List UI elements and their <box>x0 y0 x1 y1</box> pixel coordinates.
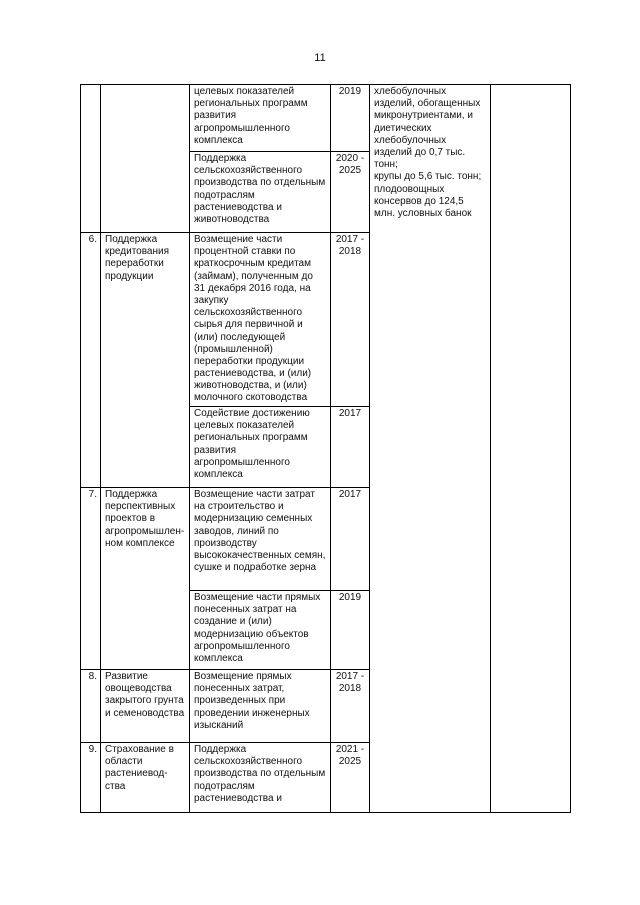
year-cell: 2020 - 2025 <box>331 152 370 233</box>
year-cell: 2019 <box>331 591 370 670</box>
direction-cell: Поддержка кредитования переработки продукции <box>101 233 190 488</box>
last-column-cell <box>491 85 571 813</box>
measure-cell: Поддержка сельскохозяйственного производства по отдельным подотраслям растениеводства и <box>190 743 331 813</box>
year-cell: 2021 - 2025 <box>331 743 370 813</box>
row-number: 9. <box>81 743 101 813</box>
measure-cell: Поддержка сельскохозяйственного производства по отдельным подотраслям растениеводства и животноводства <box>190 152 331 233</box>
row-number <box>81 85 101 233</box>
table-row <box>81 85 571 152</box>
year-cell: 2017 - 2018 <box>331 233 370 407</box>
measure-cell: целевых показателей региональных программ развития агропромышленного комплекса <box>190 85 331 152</box>
year-cell: 2019 <box>331 85 370 152</box>
measure-cell: Содействие достижению целевых показателей региональных программ развития агропромышленного комплекса <box>190 407 331 488</box>
year-cell: 2017 - 2018 <box>331 670 370 743</box>
measure-cell: Возмещение части затрат на строительство и модернизацию семенных заводов, линий по производству высококачественных семян, сушке и подработке зерна <box>190 488 331 591</box>
measure-cell: Возмещение части прямых понесенных затрат на создание и (или) модернизацию объектов агропромышленного комплекса <box>190 591 331 670</box>
row-number: 8. <box>81 670 101 743</box>
row-number: 6. <box>81 233 101 488</box>
measures-table <box>80 84 571 813</box>
measure-cell: Возмещение части процентной ставки по краткосрочным кредитам (займам), полученным до 31 декабря 2016 года, на закупку сельскохозяйственного сырья для первичной и (или) последующей (промышленной) переработки продукции растениеводства, и (или) животноводства, и (или) молочного скотоводства <box>190 233 331 407</box>
year-cell: 2017 <box>331 407 370 488</box>
measure-cell: Возмещение прямых понесенных затрат, произведенных при проведении инженерных изысканий <box>190 670 331 743</box>
direction-cell: Поддержка перспективных проектов в агропромышлен-ном комплексе <box>101 488 190 670</box>
page-number: 11 <box>314 52 326 64</box>
result-cell: хлебобулочных изделий, обогащенных микронутриентами, и диетических хлебобулочных изделий до 0,7 тыс. тонн; крупы до 5,6 тыс. тонн; плодоовощных консервов до 124,5 млн. условных банок <box>370 85 491 813</box>
year-cell: 2017 <box>331 488 370 591</box>
direction-cell <box>101 85 190 233</box>
row-number: 7. <box>81 488 101 670</box>
direction-cell: Развитие овощеводства закрытого грунта и семеноводства <box>101 670 190 743</box>
direction-cell: Страхование в области растениевод-ства <box>101 743 190 813</box>
